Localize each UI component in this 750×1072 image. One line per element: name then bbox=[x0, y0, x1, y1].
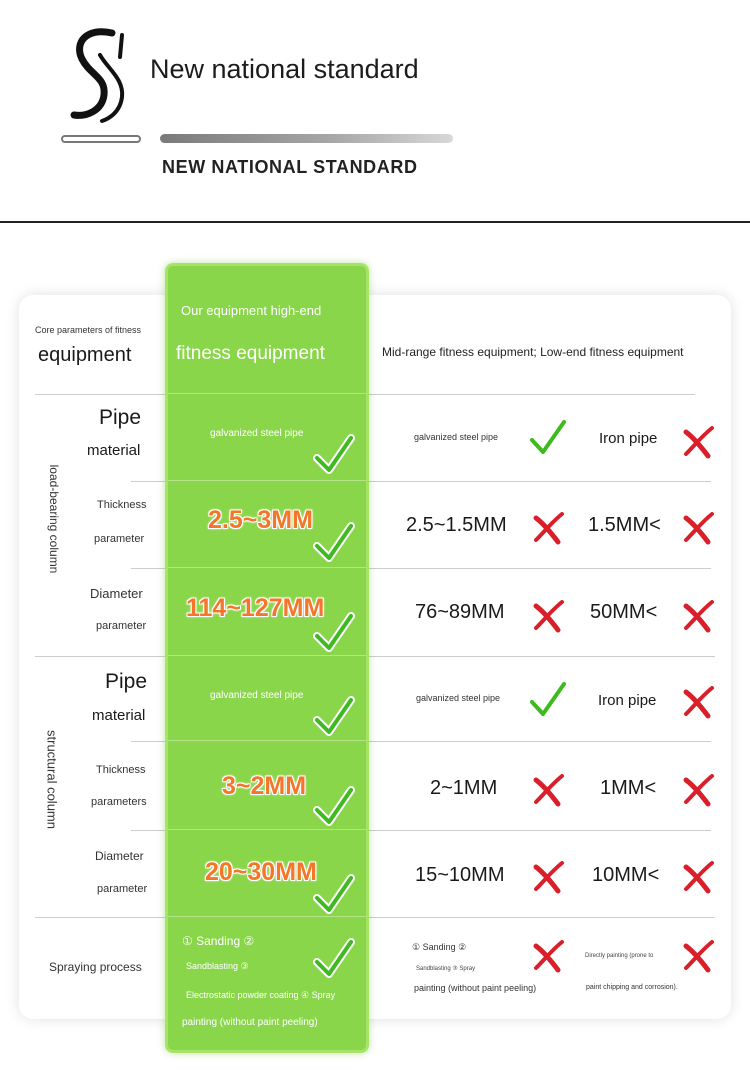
ours-header-line2: fitness equipment bbox=[176, 343, 325, 364]
params-header-big: equipment bbox=[38, 344, 132, 366]
low-value: 1MM< bbox=[600, 777, 657, 799]
header bbox=[0, 0, 750, 224]
cross-icon bbox=[680, 598, 716, 634]
green-row-divider bbox=[168, 480, 366, 481]
check-icon bbox=[313, 784, 355, 828]
cross-icon bbox=[530, 598, 566, 634]
group-label-load-bearing: load-bearing column bbox=[47, 464, 61, 574]
comparison-card bbox=[19, 295, 731, 1019]
check-icon bbox=[528, 680, 568, 720]
row-label: Pipe bbox=[99, 406, 142, 429]
check-icon bbox=[528, 418, 568, 458]
low-value: Iron pipe bbox=[598, 692, 657, 709]
green-row-divider bbox=[168, 916, 366, 917]
ours-value: painting (without paint peeling) bbox=[182, 1017, 318, 1028]
ours-value: Sandblasting ③ bbox=[186, 961, 249, 971]
ours-value: galvanized steel pipe bbox=[210, 428, 304, 439]
row-label: Spraying process bbox=[49, 960, 142, 974]
cross-icon bbox=[530, 510, 566, 546]
row-label: parameter bbox=[96, 620, 147, 632]
check-icon bbox=[313, 520, 355, 564]
ours-header-line1: Our equipment high-end bbox=[181, 303, 322, 318]
row-label: parameter bbox=[97, 883, 148, 895]
page-subtitle: NEW NATIONAL STANDARD bbox=[162, 157, 418, 177]
check-icon bbox=[313, 432, 355, 476]
ours-value: 2.5~3MM bbox=[208, 506, 313, 534]
cross-icon bbox=[680, 772, 716, 808]
row-label: Pipe bbox=[105, 670, 148, 693]
row-label: Thickness bbox=[97, 499, 147, 511]
row-label: Thickness bbox=[96, 764, 146, 776]
mid-value: painting (without paint peeling) bbox=[414, 983, 537, 993]
cross-icon bbox=[530, 938, 566, 974]
row-divider bbox=[35, 656, 715, 657]
low-value: Directly painting (prone to bbox=[585, 953, 654, 959]
ours-value: ① Sanding ② bbox=[182, 934, 255, 948]
check-icon bbox=[313, 694, 355, 738]
ours-value: 20~30MM bbox=[205, 858, 317, 886]
row-label: Diameter bbox=[90, 586, 143, 601]
cross-icon bbox=[530, 859, 566, 895]
mid-value: 2.5~1.5MM bbox=[406, 514, 507, 536]
mid-value: 2~1MM bbox=[430, 777, 498, 799]
cross-icon bbox=[680, 510, 716, 546]
green-row-divider bbox=[168, 829, 366, 830]
row-label: material bbox=[87, 442, 141, 459]
row-label: Diameter bbox=[95, 849, 144, 863]
check-icon bbox=[313, 872, 355, 916]
mid-value: galvanized steel pipe bbox=[414, 432, 499, 442]
check-icon bbox=[313, 936, 355, 980]
params-header-small: Core parameters of fitness bbox=[35, 325, 142, 335]
low-value: Iron pipe bbox=[599, 430, 658, 447]
low-value: paint chipping and corrosion). bbox=[586, 984, 678, 991]
mid-value: Sandblasting ③ Spray bbox=[416, 966, 476, 972]
cross-icon bbox=[530, 772, 566, 808]
mid-value: 76~89MM bbox=[415, 601, 505, 623]
mid-value: ① Sanding ② bbox=[412, 942, 467, 952]
ours-value: 3~2MM bbox=[222, 772, 307, 800]
green-row-divider bbox=[168, 740, 366, 741]
others-header: Mid-range fitness equipment; Low-end fitness equipment bbox=[382, 345, 684, 359]
brand-logo-icon bbox=[68, 25, 130, 125]
ours-value: galvanized steel pipe bbox=[210, 690, 304, 701]
mid-value: galvanized steel pipe bbox=[416, 693, 501, 703]
decorative-bar-short bbox=[61, 135, 141, 143]
row-label: parameter bbox=[94, 533, 145, 545]
low-value: 50MM< bbox=[590, 601, 658, 623]
cross-icon bbox=[680, 859, 716, 895]
ours-value: 114~127MM bbox=[186, 594, 325, 622]
green-row-divider bbox=[168, 655, 366, 656]
cross-icon bbox=[680, 424, 716, 460]
page-title: New national standard bbox=[150, 54, 419, 84]
low-value: 10MM< bbox=[592, 864, 660, 886]
green-row-divider bbox=[168, 567, 366, 568]
cross-icon bbox=[680, 684, 716, 720]
low-value: 1.5MM< bbox=[588, 514, 661, 536]
row-label: parameters bbox=[91, 796, 147, 808]
decorative-bar-long bbox=[160, 134, 453, 143]
header-divider bbox=[0, 221, 750, 223]
row-label: material bbox=[92, 707, 146, 724]
mid-value: 15~10MM bbox=[415, 864, 505, 886]
row-divider bbox=[35, 917, 715, 918]
check-icon bbox=[313, 610, 355, 654]
ours-value: Electrostatic powder coating ④ Spray bbox=[186, 990, 336, 1000]
cross-icon bbox=[680, 938, 716, 974]
green-row-divider bbox=[168, 393, 366, 394]
group-label-structural: structural column bbox=[44, 730, 60, 829]
